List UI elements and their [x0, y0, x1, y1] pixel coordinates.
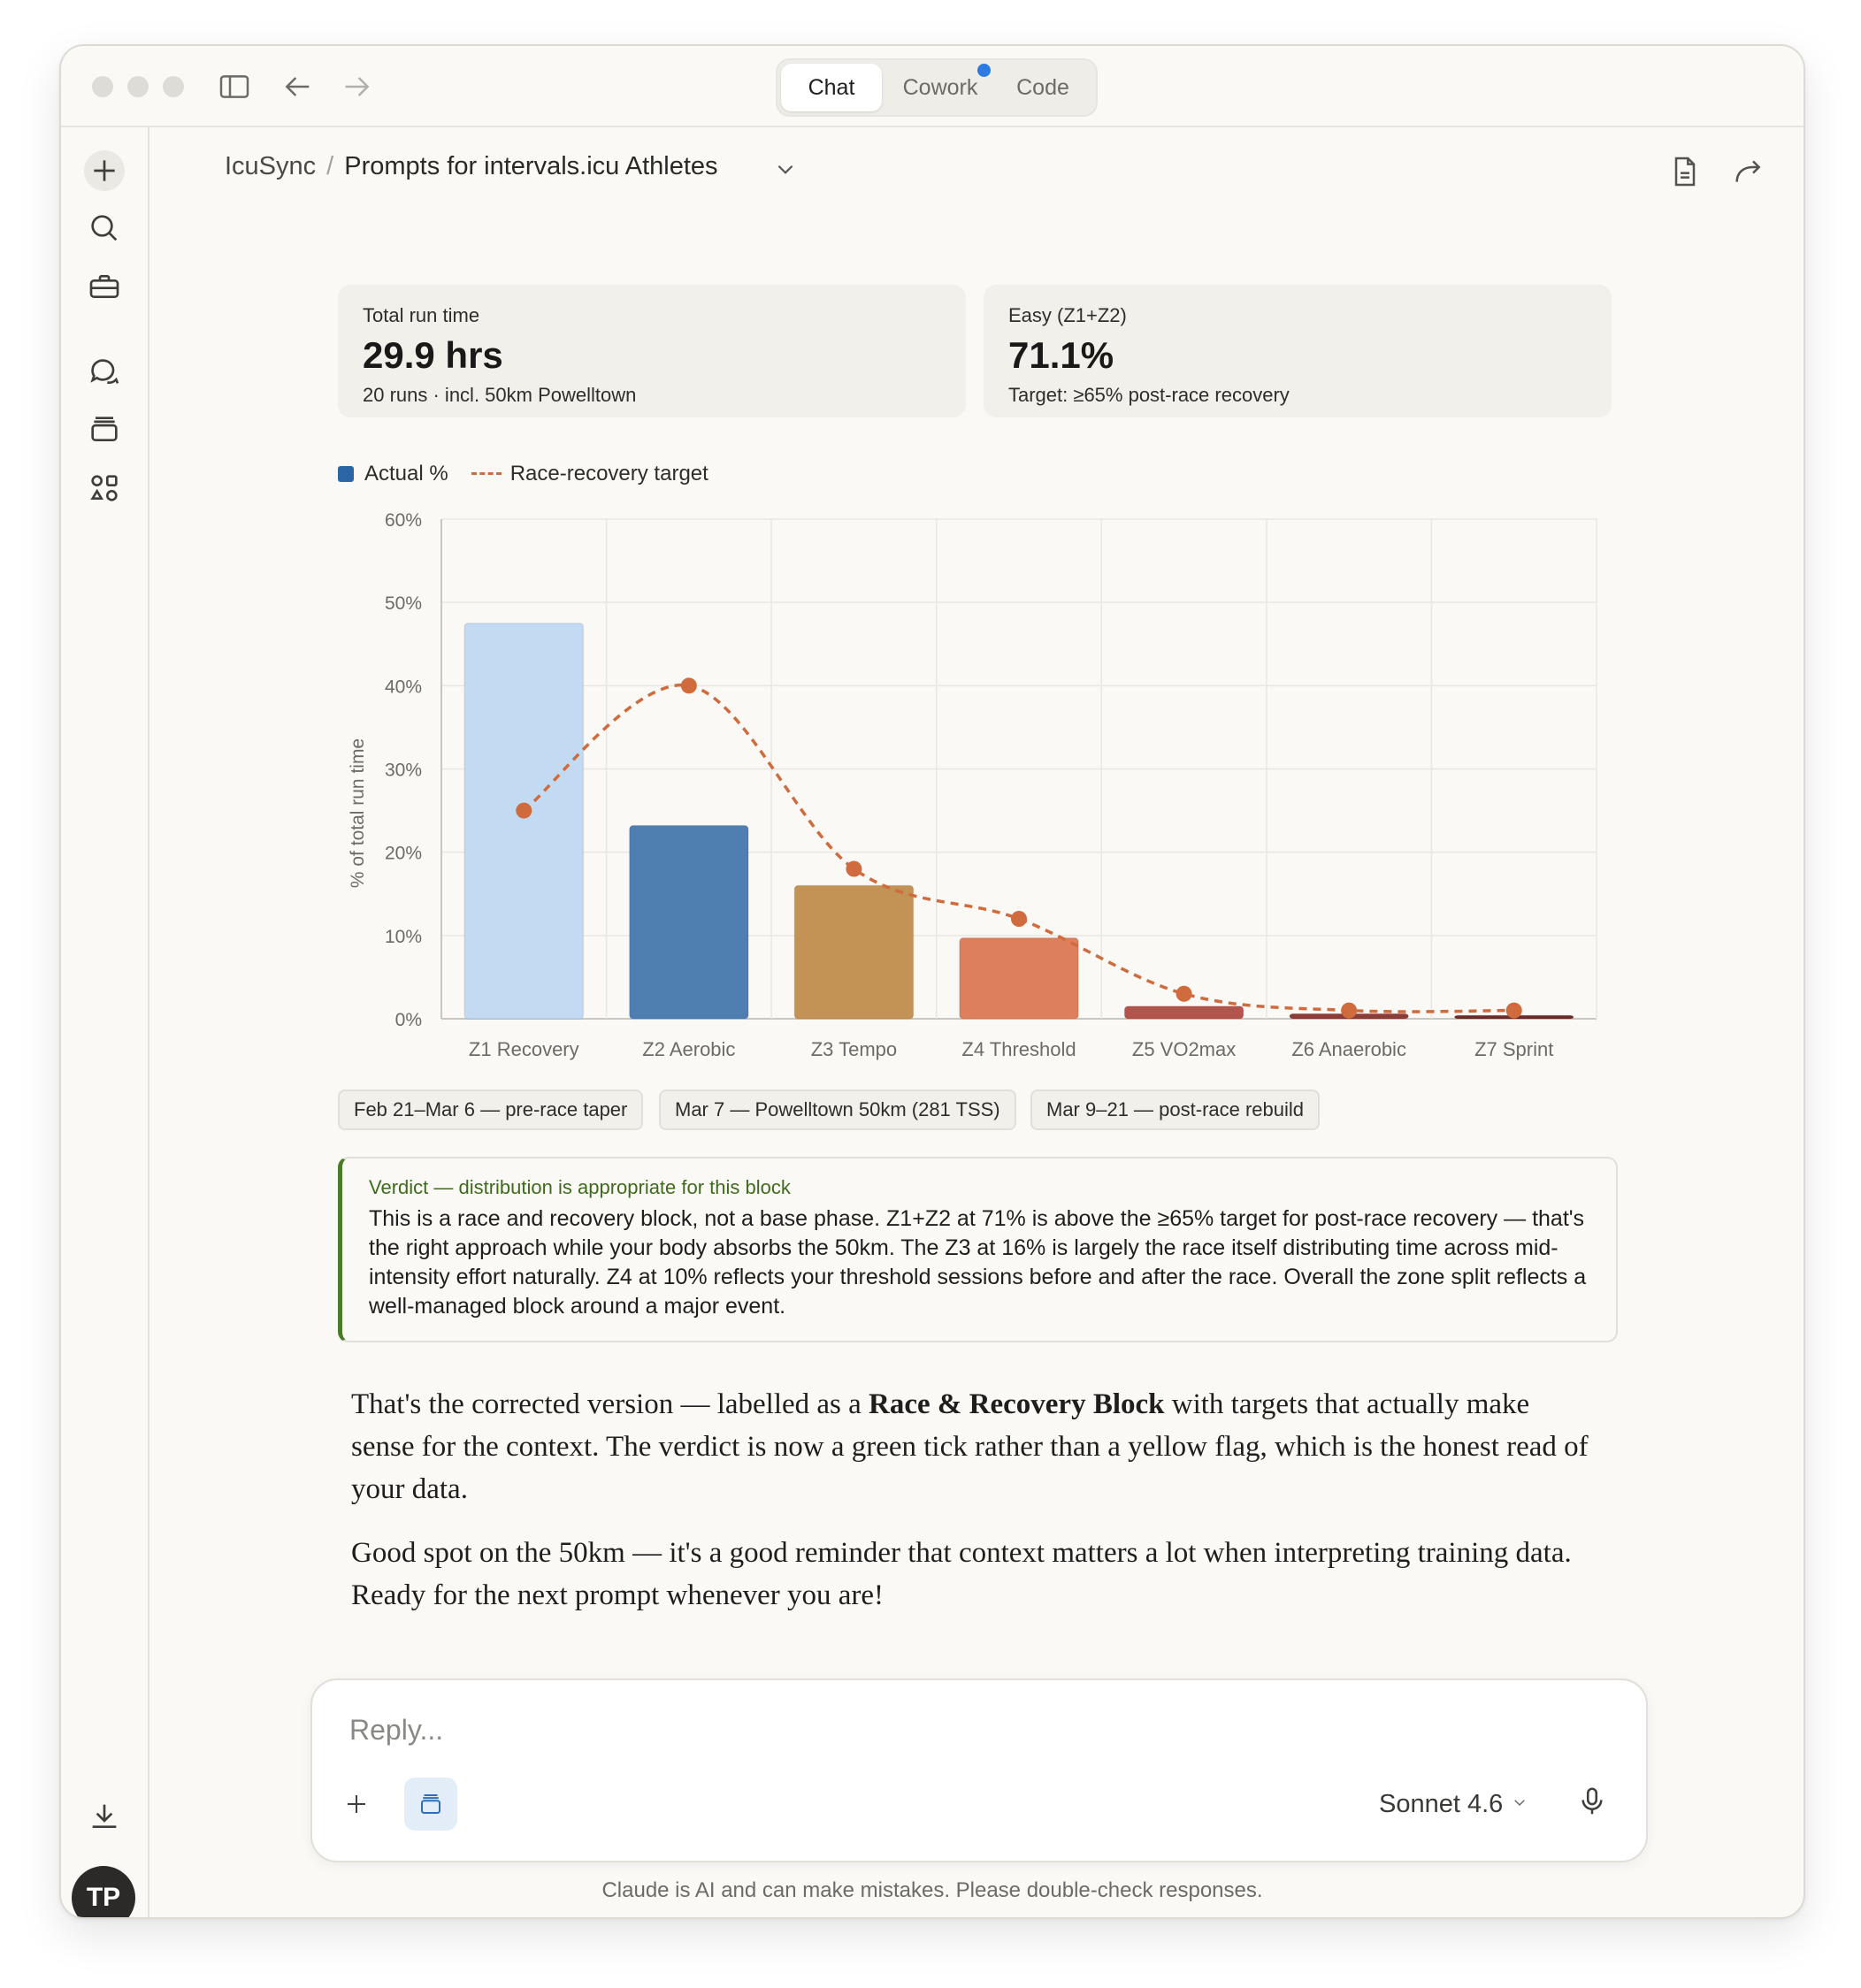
breadcrumb-separator: /: [326, 152, 334, 180]
period-tag: Mar 7 — Powelltown 50km (281 TSS): [659, 1090, 1016, 1130]
message-bold-text: Race & Recovery Block: [869, 1388, 1165, 1420]
tab-chat[interactable]: Chat: [781, 64, 882, 111]
x-tick-label: Z7 Sprint: [1474, 1038, 1554, 1060]
plus-icon: [343, 1791, 370, 1817]
legend-label-target: Race-recovery target: [509, 462, 708, 486]
verdict-title: Verdict — distribution is appropriate for this block: [369, 1176, 791, 1198]
stat-sub: Target: ≥65% post-race recovery: [1008, 384, 1290, 406]
microphone-icon[interactable]: [1575, 1785, 1609, 1818]
target-point-z7-sprint: [1506, 1003, 1522, 1019]
breadcrumb-project[interactable]: IcuSync: [225, 152, 317, 180]
model-selector[interactable]: [1379, 1788, 1528, 1819]
assistant-paragraph: [351, 1383, 1589, 1510]
bar-z1-recovery: [464, 623, 583, 1019]
tab-cowork[interactable]: Cowork: [902, 75, 978, 100]
message-text: That's the corrected version — labelled as a: [351, 1388, 869, 1420]
legend-label-actual: Actual %: [364, 462, 448, 486]
bar-z4-threshold: [960, 938, 1078, 1019]
disclaimer: Claude is AI and can make mistakes. Please double-check responses.: [601, 1878, 1263, 1902]
x-tick-label: Z2 Aerobic: [642, 1038, 736, 1060]
x-tick-label: Z4 Threshold: [961, 1038, 1076, 1060]
stat-value: 29.9 hrs: [363, 334, 503, 376]
period-tag: Feb 21–Mar 6 — pre-race taper: [338, 1090, 643, 1130]
stat-label: Total run time: [363, 304, 480, 326]
bar-z5-vo2max: [1124, 1006, 1243, 1019]
x-tick-label: Z6 Anaerobic: [1291, 1038, 1406, 1060]
zone-distribution-chart: [61, 46, 1804, 1090]
target-point-z6-anaerobic: [1341, 1003, 1357, 1019]
y-tick-label: 30%: [384, 760, 422, 781]
projects-icon: [417, 1791, 444, 1817]
target-point-z3-tempo: [846, 861, 862, 877]
stat-value: 71.1%: [1008, 334, 1114, 376]
tab-code[interactable]: Code: [1016, 75, 1069, 100]
model-name: Sonnet 4.6: [1379, 1790, 1504, 1818]
reply-input[interactable]: [348, 1707, 1324, 1753]
y-tick-label: 60%: [384, 510, 422, 531]
verdict-callout: [338, 1157, 1618, 1342]
app-window: [59, 44, 1805, 1919]
period-tag: Mar 9–21 — post-race rebuild: [1030, 1090, 1320, 1130]
x-tick-label: Z3 Tempo: [810, 1038, 898, 1060]
project-toggle-button[interactable]: [404, 1778, 457, 1831]
target-point-z4-threshold: [1011, 911, 1027, 927]
avatar[interactable]: TP: [72, 1866, 135, 1919]
chevron-down-icon: [1512, 1788, 1528, 1804]
bar-z3-tempo: [794, 885, 913, 1019]
stat-sub: 20 runs · incl. 50km Powelltown: [363, 384, 637, 406]
y-tick-label: 50%: [384, 593, 422, 615]
chat-title[interactable]: Prompts for intervals.icu Athletes: [344, 152, 718, 180]
target-point-z5-vo2max: [1176, 986, 1192, 1002]
assistant-paragraph: Good spot on the 50km — it's a good reminder that context matters a lot when interpreting training data. Ready for the next prompt whenever you are!: [351, 1537, 1572, 1611]
target-point-z1-recovery: [516, 803, 532, 819]
x-tick-label: Z1 Recovery: [468, 1038, 579, 1060]
add-attachment-button[interactable]: [330, 1778, 383, 1831]
bar-z2-aerobic: [630, 826, 748, 1019]
verdict-body: This is a race and recovery block, not a base phase. Z1+Z2 at 71% is above the ≥65% target for post-race recovery — that's the right approach while your body absorbs the 50km. The Z3 at 16% is largely the race itself distributing time across mid-intensity effort naturally. Z4 at 10% reflects your threshold sessions before and after the race. Overall the zone split reflects a well-managed block around a major event.: [369, 1206, 1587, 1319]
composer: [310, 1678, 1648, 1862]
download-icon[interactable]: [87, 1799, 122, 1834]
target-point-z2-aerobic: [681, 677, 697, 693]
message-text: with targets that actually make sense for the context. The verdict is now a green tick rather than a yellow flag, which is the honest read of your data.: [351, 1388, 1589, 1505]
x-tick-label: Z5 VO2max: [1131, 1038, 1237, 1060]
y-tick-label: 40%: [384, 677, 422, 698]
y-tick-label: 0%: [394, 1010, 422, 1030]
stat-label: Easy (Z1+Z2): [1008, 304, 1127, 326]
y-tick-label: 10%: [384, 926, 422, 947]
y-axis-label: % of total run time: [348, 738, 368, 889]
y-tick-label: 20%: [384, 843, 422, 864]
